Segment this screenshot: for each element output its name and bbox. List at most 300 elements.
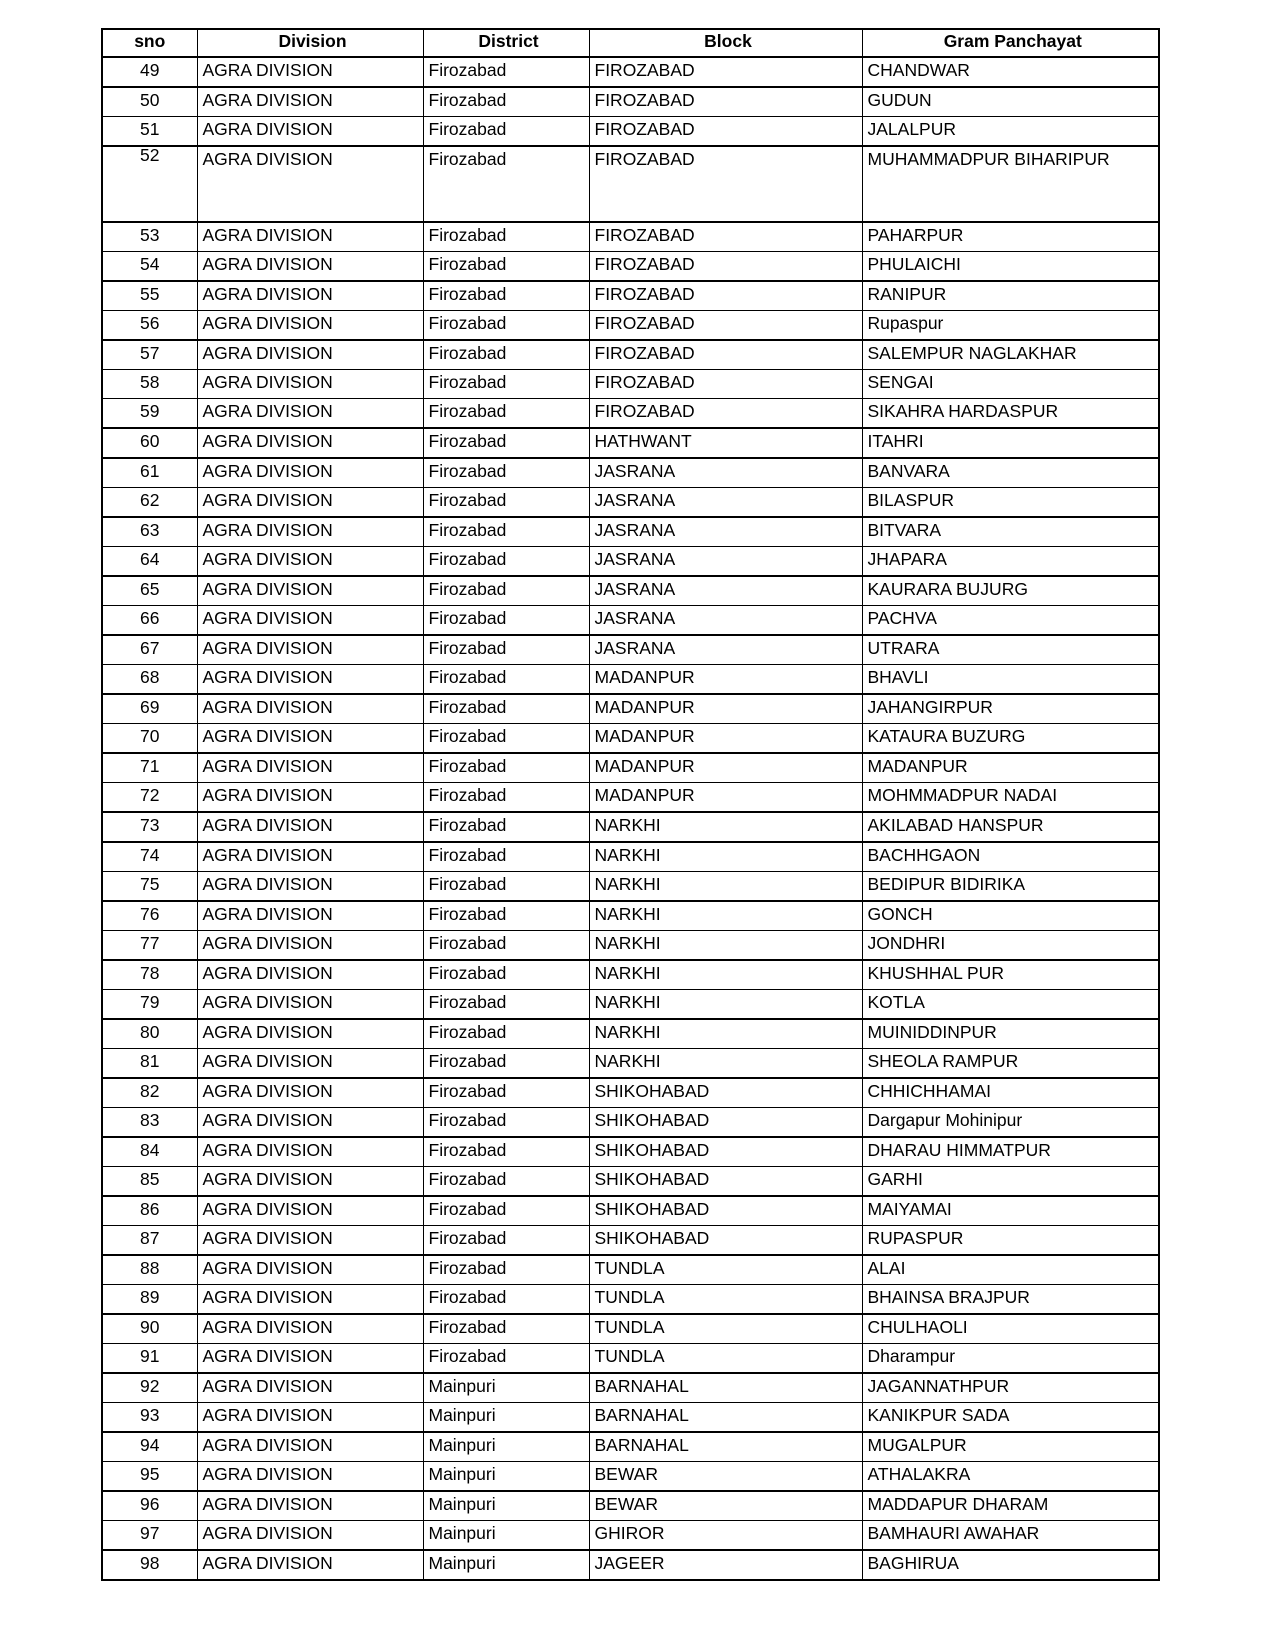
cell-division bbox=[197, 370, 423, 399]
cell-sno bbox=[102, 428, 197, 458]
cell-gram-panchayat bbox=[862, 1108, 1159, 1138]
cell-sno-text: 86 bbox=[140, 1199, 160, 1219]
column-header-block bbox=[589, 29, 862, 57]
cell-division-text: AGRA DIVISION bbox=[202, 992, 333, 1012]
cell-sno-text: 85 bbox=[140, 1169, 160, 1189]
table-row bbox=[102, 783, 1159, 813]
cell-gram-panchayat-text: BILASPUR bbox=[867, 490, 955, 510]
table-row bbox=[102, 117, 1159, 147]
cell-block-text: HATHWANT bbox=[594, 431, 692, 451]
cell-gram-panchayat bbox=[862, 399, 1159, 429]
cell-sno-text: 61 bbox=[140, 461, 160, 481]
cell-district bbox=[423, 399, 589, 429]
table-row bbox=[102, 812, 1159, 842]
cell-gram-panchayat-text: BAMHAURI AWAHAR bbox=[867, 1523, 1040, 1543]
cell-gram-panchayat bbox=[862, 146, 1159, 222]
cell-block-text: BARNAHAL bbox=[594, 1376, 689, 1396]
cell-sno bbox=[102, 1108, 197, 1138]
cell-district bbox=[423, 1521, 589, 1551]
cell-sno bbox=[102, 1550, 197, 1580]
cell-district bbox=[423, 1137, 589, 1167]
cell-block bbox=[589, 872, 862, 902]
cell-sno-text: 58 bbox=[140, 372, 160, 392]
cell-block-text: MADANPUR bbox=[594, 667, 695, 687]
cell-division-text: AGRA DIVISION bbox=[202, 726, 333, 746]
table-row bbox=[102, 1462, 1159, 1492]
cell-gram-panchayat bbox=[862, 1373, 1159, 1403]
cell-district bbox=[423, 1314, 589, 1344]
cell-gram-panchayat-text: DHARAU HIMMATPUR bbox=[867, 1140, 1051, 1160]
cell-sno-text: 93 bbox=[140, 1405, 160, 1425]
cell-block bbox=[589, 1491, 862, 1521]
cell-district-text: Firozabad bbox=[428, 992, 507, 1012]
cell-gram-panchayat-text: ITAHRI bbox=[867, 431, 924, 451]
cell-block-text: JASRANA bbox=[594, 461, 676, 481]
cell-block bbox=[589, 547, 862, 577]
cell-sno-text: 95 bbox=[140, 1464, 160, 1484]
table-row bbox=[102, 753, 1159, 783]
cell-division bbox=[197, 311, 423, 341]
cell-district bbox=[423, 281, 589, 311]
cell-gram-panchayat-text: KHUSHHAL PUR bbox=[867, 963, 1004, 983]
cell-block-text: MADANPUR bbox=[594, 756, 695, 776]
cell-district bbox=[423, 370, 589, 399]
cell-division bbox=[197, 1019, 423, 1049]
cell-block bbox=[589, 340, 862, 370]
cell-sno bbox=[102, 901, 197, 931]
table-row bbox=[102, 428, 1159, 458]
cell-district-text: Firozabad bbox=[428, 284, 507, 304]
cell-district-text: Firozabad bbox=[428, 579, 507, 599]
cell-gram-panchayat bbox=[862, 517, 1159, 547]
cell-block bbox=[589, 222, 862, 252]
cell-district bbox=[423, 146, 589, 222]
cell-division-text: AGRA DIVISION bbox=[202, 149, 333, 169]
cell-block-text: SHIKOHABAD bbox=[594, 1110, 710, 1130]
cell-block-text: NARKHI bbox=[594, 933, 661, 953]
cell-sno bbox=[102, 753, 197, 783]
cell-sno-text: 62 bbox=[140, 490, 160, 510]
cell-district-text: Firozabad bbox=[428, 1140, 507, 1160]
cell-gram-panchayat-text: BAGHIRUA bbox=[867, 1553, 959, 1573]
table-row bbox=[102, 399, 1159, 429]
cell-block-text: FIROZABAD bbox=[594, 225, 695, 245]
cell-district bbox=[423, 1344, 589, 1374]
cell-division bbox=[197, 576, 423, 606]
cell-division-text: AGRA DIVISION bbox=[202, 1494, 333, 1514]
cell-district-text: Mainpuri bbox=[428, 1523, 496, 1543]
cell-division bbox=[197, 1462, 423, 1492]
column-header-sno-label: sno bbox=[134, 31, 166, 51]
cell-district-text: Mainpuri bbox=[428, 1376, 496, 1396]
cell-gram-panchayat-text: GUDUN bbox=[867, 90, 932, 110]
cell-district bbox=[423, 1255, 589, 1285]
cell-district bbox=[423, 901, 589, 931]
cell-block bbox=[589, 57, 862, 87]
cell-sno-text: 90 bbox=[140, 1317, 160, 1337]
cell-division bbox=[197, 1167, 423, 1197]
cell-sno-text: 84 bbox=[140, 1140, 160, 1160]
table-row bbox=[102, 635, 1159, 665]
cell-division bbox=[197, 252, 423, 282]
cell-sno bbox=[102, 222, 197, 252]
table-row bbox=[102, 1019, 1159, 1049]
cell-block-text: FIROZABAD bbox=[594, 254, 695, 274]
cell-sno bbox=[102, 1137, 197, 1167]
cell-division bbox=[197, 146, 423, 222]
cell-sno bbox=[102, 57, 197, 87]
cell-sno-text: 96 bbox=[140, 1494, 160, 1514]
cell-sno-text: 73 bbox=[140, 815, 160, 835]
cell-district bbox=[423, 117, 589, 147]
table-row bbox=[102, 458, 1159, 488]
cell-division bbox=[197, 1521, 423, 1551]
cell-block bbox=[589, 1285, 862, 1315]
cell-gram-panchayat-text: JALALPUR bbox=[867, 119, 957, 139]
cell-sno bbox=[102, 281, 197, 311]
cell-gram-panchayat-text: JHAPARA bbox=[867, 549, 947, 569]
cell-block bbox=[589, 1344, 862, 1374]
cell-district bbox=[423, 724, 589, 754]
cell-sno bbox=[102, 87, 197, 117]
cell-district bbox=[423, 694, 589, 724]
cell-district-text: Firozabad bbox=[428, 490, 507, 510]
cell-sno bbox=[102, 635, 197, 665]
cell-block-text: NARKHI bbox=[594, 963, 661, 983]
cell-division bbox=[197, 1403, 423, 1433]
cell-gram-panchayat-text: BANVARA bbox=[867, 461, 950, 481]
cell-district-text: Firozabad bbox=[428, 372, 507, 392]
cell-block bbox=[589, 606, 862, 636]
cell-district bbox=[423, 1403, 589, 1433]
cell-division-text: AGRA DIVISION bbox=[202, 401, 333, 421]
cell-gram-panchayat bbox=[862, 1462, 1159, 1492]
cell-gram-panchayat-text: JAGANNATHPUR bbox=[867, 1376, 1010, 1396]
cell-sno-text: 71 bbox=[140, 756, 160, 776]
cell-block-text: FIROZABAD bbox=[594, 372, 695, 392]
cell-block bbox=[589, 87, 862, 117]
cell-gram-panchayat bbox=[862, 665, 1159, 695]
cell-district-text: Firozabad bbox=[428, 756, 507, 776]
cell-gram-panchayat-text: SALEMPUR NAGLAKHAR bbox=[867, 343, 1077, 363]
cell-sno-text: 57 bbox=[140, 343, 160, 363]
cell-block-text: NARKHI bbox=[594, 845, 661, 865]
cell-sno bbox=[102, 517, 197, 547]
cell-division bbox=[197, 458, 423, 488]
cell-division-text: AGRA DIVISION bbox=[202, 1022, 333, 1042]
cell-division-text: AGRA DIVISION bbox=[202, 608, 333, 628]
column-header-division-label: Division bbox=[278, 31, 347, 51]
table-row bbox=[102, 87, 1159, 117]
cell-gram-panchayat bbox=[862, 281, 1159, 311]
cell-sno bbox=[102, 458, 197, 488]
cell-block bbox=[589, 1196, 862, 1226]
cell-district-text: Firozabad bbox=[428, 90, 507, 110]
cell-sno bbox=[102, 1078, 197, 1108]
cell-gram-panchayat bbox=[862, 1049, 1159, 1079]
cell-district bbox=[423, 1196, 589, 1226]
cell-district-text: Firozabad bbox=[428, 461, 507, 481]
cell-block bbox=[589, 1521, 862, 1551]
cell-division bbox=[197, 547, 423, 577]
cell-division-text: AGRA DIVISION bbox=[202, 284, 333, 304]
cell-block-text: FIROZABAD bbox=[594, 60, 695, 80]
cell-district-text: Firozabad bbox=[428, 785, 507, 805]
cell-district-text: Mainpuri bbox=[428, 1405, 496, 1425]
cell-district-text: Firozabad bbox=[428, 963, 507, 983]
cell-district-text: Firozabad bbox=[428, 638, 507, 658]
cell-gram-panchayat-text: ALAI bbox=[867, 1258, 906, 1278]
cell-division-text: AGRA DIVISION bbox=[202, 1523, 333, 1543]
table-row bbox=[102, 517, 1159, 547]
cell-district-text: Firozabad bbox=[428, 933, 507, 953]
cell-district-text: Firozabad bbox=[428, 1081, 507, 1101]
column-header-gram-panchayat-label: Gram Panchayat bbox=[943, 31, 1082, 51]
cell-division bbox=[197, 635, 423, 665]
table-row bbox=[102, 1167, 1159, 1197]
cell-district bbox=[423, 222, 589, 252]
cell-division-text: AGRA DIVISION bbox=[202, 638, 333, 658]
cell-district bbox=[423, 547, 589, 577]
cell-block-text: SHIKOHABAD bbox=[594, 1169, 710, 1189]
cell-division bbox=[197, 724, 423, 754]
cell-gram-panchayat bbox=[862, 370, 1159, 399]
cell-block bbox=[589, 665, 862, 695]
cell-sno bbox=[102, 311, 197, 341]
cell-gram-panchayat-text: BHAINSA BRAJPUR bbox=[867, 1287, 1030, 1307]
cell-gram-panchayat bbox=[862, 1226, 1159, 1256]
cell-division-text: AGRA DIVISION bbox=[202, 1405, 333, 1425]
cell-district-text: Mainpuri bbox=[428, 1494, 496, 1514]
cell-gram-panchayat-text: Rupaspur bbox=[867, 313, 944, 333]
table-row bbox=[102, 57, 1159, 87]
cell-sno-text: 88 bbox=[140, 1258, 160, 1278]
cell-sno-text: 69 bbox=[140, 697, 160, 717]
cell-block-text: MADANPUR bbox=[594, 726, 695, 746]
cell-division-text: AGRA DIVISION bbox=[202, 815, 333, 835]
cell-gram-panchayat bbox=[862, 783, 1159, 813]
cell-gram-panchayat bbox=[862, 1137, 1159, 1167]
cell-sno-text: 76 bbox=[140, 904, 160, 924]
cell-division-text: AGRA DIVISION bbox=[202, 579, 333, 599]
cell-block bbox=[589, 1019, 862, 1049]
cell-block-text: JAGEER bbox=[594, 1553, 665, 1573]
cell-division-text: AGRA DIVISION bbox=[202, 60, 333, 80]
cell-gram-panchayat bbox=[862, 1550, 1159, 1580]
cell-sno bbox=[102, 399, 197, 429]
cell-gram-panchayat-text: CHHICHHAMAI bbox=[867, 1081, 991, 1101]
table-row bbox=[102, 1521, 1159, 1551]
cell-gram-panchayat-text: Dharampur bbox=[867, 1346, 956, 1366]
cell-division bbox=[197, 901, 423, 931]
cell-sno bbox=[102, 724, 197, 754]
cell-district-text: Firozabad bbox=[428, 874, 507, 894]
table-row bbox=[102, 960, 1159, 990]
cell-sno bbox=[102, 606, 197, 636]
table-row bbox=[102, 901, 1159, 931]
table-row bbox=[102, 606, 1159, 636]
cell-block-text: TUNDLA bbox=[594, 1287, 665, 1307]
cell-division-text: AGRA DIVISION bbox=[202, 845, 333, 865]
cell-sno bbox=[102, 252, 197, 282]
cell-sno-text: 55 bbox=[140, 284, 160, 304]
cell-division bbox=[197, 1432, 423, 1462]
cell-division bbox=[197, 281, 423, 311]
cell-sno-text: 52 bbox=[140, 145, 160, 165]
cell-division-text: AGRA DIVISION bbox=[202, 431, 333, 451]
cell-gram-panchayat-text: BITVARA bbox=[867, 520, 942, 540]
cell-district-text: Firozabad bbox=[428, 254, 507, 274]
cell-gram-panchayat bbox=[862, 117, 1159, 147]
table-row bbox=[102, 222, 1159, 252]
cell-gram-panchayat-text: AKILABAD HANSPUR bbox=[867, 815, 1044, 835]
cell-block-text: FIROZABAD bbox=[594, 313, 695, 333]
cell-sno-text: 78 bbox=[140, 963, 160, 983]
cell-sno bbox=[102, 1255, 197, 1285]
cell-gram-panchayat-text: RUPASPUR bbox=[867, 1228, 964, 1248]
cell-district-text: Firozabad bbox=[428, 149, 507, 169]
cell-division bbox=[197, 1491, 423, 1521]
cell-district bbox=[423, 576, 589, 606]
cell-district-text: Firozabad bbox=[428, 431, 507, 451]
cell-gram-panchayat bbox=[862, 724, 1159, 754]
cell-block bbox=[589, 488, 862, 518]
cell-division-text: AGRA DIVISION bbox=[202, 1081, 333, 1101]
cell-sno-text: 98 bbox=[140, 1553, 160, 1573]
cell-division bbox=[197, 872, 423, 902]
cell-sno bbox=[102, 1491, 197, 1521]
cell-sno bbox=[102, 488, 197, 518]
cell-block bbox=[589, 753, 862, 783]
cell-division-text: AGRA DIVISION bbox=[202, 904, 333, 924]
table-row bbox=[102, 1550, 1159, 1580]
cell-block-text: NARKHI bbox=[594, 904, 661, 924]
cell-district-text: Firozabad bbox=[428, 549, 507, 569]
cell-district-text: Firozabad bbox=[428, 1317, 507, 1337]
cell-block-text: FIROZABAD bbox=[594, 401, 695, 421]
cell-sno bbox=[102, 1167, 197, 1197]
cell-district bbox=[423, 340, 589, 370]
cell-division-text: AGRA DIVISION bbox=[202, 343, 333, 363]
cell-gram-panchayat bbox=[862, 1491, 1159, 1521]
cell-gram-panchayat-text: SHEOLA RAMPUR bbox=[867, 1051, 1019, 1071]
cell-gram-panchayat-text: PHULAICHI bbox=[867, 254, 961, 274]
cell-district-text: Firozabad bbox=[428, 667, 507, 687]
cell-block-text: SHIKOHABAD bbox=[594, 1228, 710, 1248]
cell-division-text: AGRA DIVISION bbox=[202, 520, 333, 540]
cell-gram-panchayat-text: MAIYAMAI bbox=[867, 1199, 952, 1219]
gram-panchayat-table-wrapper bbox=[101, 28, 1158, 1581]
cell-block bbox=[589, 1314, 862, 1344]
cell-gram-panchayat-text: SIKAHRA HARDASPUR bbox=[867, 401, 1059, 421]
cell-division bbox=[197, 87, 423, 117]
cell-sno-text: 59 bbox=[140, 401, 160, 421]
cell-district bbox=[423, 517, 589, 547]
cell-sno bbox=[102, 783, 197, 813]
cell-gram-panchayat-text: MUHAMMADPUR BIHARIPUR bbox=[867, 149, 1110, 169]
cell-division-text: AGRA DIVISION bbox=[202, 254, 333, 274]
cell-sno-text: 92 bbox=[140, 1376, 160, 1396]
cell-sno bbox=[102, 1373, 197, 1403]
cell-division-text: AGRA DIVISION bbox=[202, 1110, 333, 1130]
cell-block-text: SHIKOHABAD bbox=[594, 1081, 710, 1101]
cell-district-text: Firozabad bbox=[428, 1287, 507, 1307]
cell-block-text: MADANPUR bbox=[594, 697, 695, 717]
table-row bbox=[102, 694, 1159, 724]
cell-division-text: AGRA DIVISION bbox=[202, 785, 333, 805]
cell-district bbox=[423, 1373, 589, 1403]
cell-sno-text: 83 bbox=[140, 1110, 160, 1130]
cell-gram-panchayat bbox=[862, 547, 1159, 577]
cell-gram-panchayat bbox=[862, 960, 1159, 990]
cell-district-text: Firozabad bbox=[428, 1051, 507, 1071]
table-row bbox=[102, 281, 1159, 311]
cell-block bbox=[589, 1108, 862, 1138]
column-header-district bbox=[423, 29, 589, 57]
cell-sno-text: 66 bbox=[140, 608, 160, 628]
cell-division-text: AGRA DIVISION bbox=[202, 1228, 333, 1248]
table-row bbox=[102, 724, 1159, 754]
cell-gram-panchayat bbox=[862, 635, 1159, 665]
cell-district-text: Firozabad bbox=[428, 60, 507, 80]
cell-division-text: AGRA DIVISION bbox=[202, 313, 333, 333]
table-row bbox=[102, 1344, 1159, 1374]
cell-sno-text: 81 bbox=[140, 1051, 160, 1071]
cell-district-text: Mainpuri bbox=[428, 1464, 496, 1484]
cell-district bbox=[423, 1462, 589, 1492]
cell-sno-text: 77 bbox=[140, 933, 160, 953]
cell-sno bbox=[102, 1521, 197, 1551]
table-row bbox=[102, 1373, 1159, 1403]
cell-sno bbox=[102, 1285, 197, 1315]
cell-block-text: NARKHI bbox=[594, 1022, 661, 1042]
cell-division-text: AGRA DIVISION bbox=[202, 1258, 333, 1278]
cell-block bbox=[589, 1403, 862, 1433]
cell-division-text: AGRA DIVISION bbox=[202, 697, 333, 717]
table-row bbox=[102, 842, 1159, 872]
cell-sno bbox=[102, 117, 197, 147]
cell-division-text: AGRA DIVISION bbox=[202, 1376, 333, 1396]
cell-gram-panchayat-text: GONCH bbox=[867, 904, 933, 924]
cell-block bbox=[589, 1226, 862, 1256]
cell-block bbox=[589, 783, 862, 813]
cell-sno bbox=[102, 547, 197, 577]
cell-district-text: Firozabad bbox=[428, 401, 507, 421]
cell-gram-panchayat bbox=[862, 222, 1159, 252]
cell-district bbox=[423, 252, 589, 282]
table-row bbox=[102, 1078, 1159, 1108]
table-header-row bbox=[102, 29, 1159, 57]
cell-division-text: AGRA DIVISION bbox=[202, 1435, 333, 1455]
cell-division-text: AGRA DIVISION bbox=[202, 90, 333, 110]
cell-gram-panchayat-text: KANIKPUR SADA bbox=[867, 1405, 1010, 1425]
table-row bbox=[102, 1432, 1159, 1462]
cell-division bbox=[197, 399, 423, 429]
cell-district bbox=[423, 665, 589, 695]
cell-block-text: JASRANA bbox=[594, 549, 676, 569]
cell-gram-panchayat-text: BACHHGAON bbox=[867, 845, 981, 865]
cell-sno-text: 60 bbox=[140, 431, 160, 451]
cell-gram-panchayat-text: KOTLA bbox=[867, 992, 925, 1012]
cell-division-text: AGRA DIVISION bbox=[202, 225, 333, 245]
cell-gram-panchayat-text: CHANDWAR bbox=[867, 60, 970, 80]
cell-sno-text: 53 bbox=[140, 225, 160, 245]
cell-sno-text: 94 bbox=[140, 1435, 160, 1455]
table-row bbox=[102, 1285, 1159, 1315]
cell-gram-panchayat bbox=[862, 694, 1159, 724]
cell-block bbox=[589, 1255, 862, 1285]
cell-district-text: Firozabad bbox=[428, 904, 507, 924]
